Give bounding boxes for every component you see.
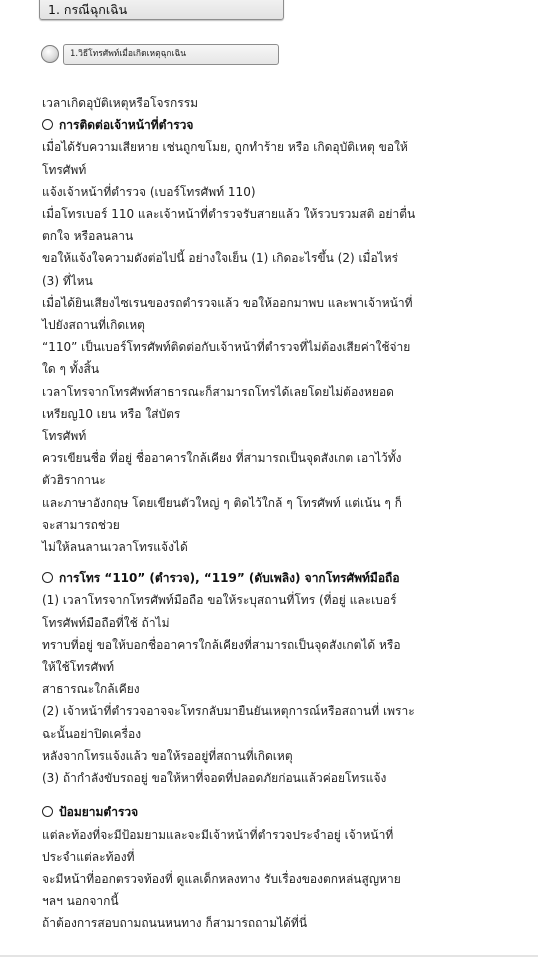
paragraph-line: โทรศัพท์ <box>42 162 87 177</box>
paragraph-line: ฉะนั้นอย่าปิดเครื่อง <box>42 726 142 741</box>
section-heading-mobile-calls <box>42 567 522 589</box>
paragraph-line: เหรียญ10 เยน หรือ ใส่บัตร <box>42 406 181 421</box>
section-spacer <box>42 789 522 801</box>
paragraph-line: ขอให้แจ้งใจความดังต่อไปนี้ อย่างใจเย็น (1) เกิดอะไรขึ้น (2) เมื่อไหร่ <box>42 251 399 266</box>
section-spacer <box>42 558 522 567</box>
section-heading-police-box <box>42 801 522 823</box>
intro-text: เวลาเกิดอุบัติเหตุหรือโจรกรรม <box>42 96 199 110</box>
paragraph-line: ถ้าต้องการสอบถามถนนหนทาง ก็สามารถถามได้ที่นี่ <box>42 916 308 931</box>
circle-bullet-icon <box>42 806 53 817</box>
paragraph-line: เมื่อได้รับความเสียหาย เช่นถูกขโมย, ถูกทำร้าย หรือ เกิดอุบัติเหตุ ขอให้ <box>42 140 408 155</box>
paragraph-line: ตกใจ หรือลนลาน <box>42 229 134 244</box>
paragraph-line: ตัวฮิรากานะ <box>42 473 106 488</box>
paragraph-line: ไม่ให้ลนลานเวลาโทรแจ้งได้ <box>42 540 188 555</box>
paragraph-line: หลังจากโทรแจ้งแล้ว ขอให้รออยู่ที่สถานที่เกิดเหตุ <box>42 748 293 763</box>
circle-bullet-icon <box>42 119 53 130</box>
paragraph-line: จะสามารถช่วย <box>42 517 120 532</box>
section-heading-police-contact <box>42 114 522 136</box>
paragraph-line: ประจำแต่ละท้องที่ <box>42 849 135 864</box>
article-body <box>42 92 522 935</box>
bottom-divider <box>0 955 538 957</box>
paragraph-line: ใด ๆ ทั้งสิ้น <box>42 362 100 377</box>
paragraph-line: และภาษาอังกฤษ โดยเขียนตัวใหญ่ ๆ ติดไว้ใกล้ ๆ โทรศัพท์ แต่เน้น ๆ ก็ <box>42 495 402 510</box>
paragraph-line: (2) เจ้าหน้าที่ตำรวจอาจจะโทรกลับมายืนยันเหตุการณ์หรือสถานที่ เพราะ <box>42 704 415 719</box>
paragraph-line: ไปยังสถานที่เกิดเหตุ <box>42 318 145 333</box>
paragraph-line: แจ้งเจ้าหน้าที่ตำรวจ (เบอร์โทรศัพท์ 110) <box>42 184 256 199</box>
paragraph-line: สาธารณะใกล้เคียง <box>42 682 140 697</box>
paragraph-line: จะมีหน้าที่ออกตรวจท้องที่ ดูแลเด็กหลงทาง รับเรื่องของตกหล่นสูญหาย <box>42 871 401 886</box>
paragraph-line: โทรศัพท์มือถือที่ใช้ ถ้าไม่ <box>42 615 170 630</box>
section-heading-text: ป้อมยามตำรวจ <box>59 805 139 820</box>
circle-bullet-icon <box>42 572 53 583</box>
paragraph-line: (3) ที่ไหน <box>42 273 93 288</box>
subsection-row <box>41 44 283 66</box>
paragraph-line: (3) ถ้ากำลังขับรถอยู่ ขอให้หาที่จอดที่ปลอดภัยก่อนแล้วค่อยโทรแจ้ง <box>42 771 387 786</box>
radio-button-icon[interactable] <box>41 45 59 63</box>
paragraph-line: เวลาโทรจากโทรศัพท์สาธารณะก็สามารถโทรได้เลยโดยไม่ต้องหยอด <box>42 384 394 399</box>
section-tab-emergency[interactable]: 1. กรณีฉุกเฉิน <box>39 0 284 20</box>
section-heading-text: การติดต่อเจ้าหน้าที่ตำรวจ <box>59 118 194 133</box>
paragraph-line: ฯลฯ นอกจากนี้ <box>42 894 119 909</box>
paragraph-line: โทรศัพท์ <box>42 429 87 444</box>
paragraph-line: ให้ใช้โทรศัพท์ <box>42 660 115 675</box>
paragraph-line: “110” เป็นเบอร์โทรศัพท์ติดต่อกับเจ้าหน้าที่ตำรวจที่ไม่ต้องเสียค่าใช้จ่าย <box>42 340 411 355</box>
subsection-button-emergency-call[interactable]: 1.วิธีโทรศัพท์เมื่อเกิดเหตุฉุกเฉิน <box>63 44 279 65</box>
paragraph-line: ควรเขียนชื่อ ที่อยู่ ชื่ออาคารใกล้เคียง ที่สามารถเป็นจุดสังเกต เอาไว้ทั้ง <box>42 451 402 466</box>
paragraph-line: แต่ละท้องที่จะมีป้อมยามและจะมีเจ้าหน้าที่ตำรวจประจำอยู่ เจ้าหน้าที่ <box>42 827 394 842</box>
paragraph-line: เมื่อโทรเบอร์ 110 และเจ้าหน้าที่ตำรวจรับสายแล้ว ให้รวบรวมสติ อย่าตื่น <box>42 207 416 222</box>
paragraph-line: (1) เวลาโทรจากโทรศัพท์มือถือ ขอให้ระบุสถานที่โทร (ที่อยู่ และเบอร์ <box>42 593 397 608</box>
paragraph-line: เมื่อได้ยินเสียงไซเรนของรถตำรวจแล้ว ขอให้ออกมาพบ และพาเจ้าหน้าที่ <box>42 295 413 310</box>
paragraph-line: ทราบที่อยู่ ขอให้บอกชื่ออาคารใกล้เคียงที่สามารถเป็นจุดสังเกตได้ หรือ <box>42 637 401 652</box>
section-heading-text: การโทร “110” (ตำรวจ), “119” (ดับเพลิง) จากโทรศัพท์มือถือ <box>59 571 400 586</box>
